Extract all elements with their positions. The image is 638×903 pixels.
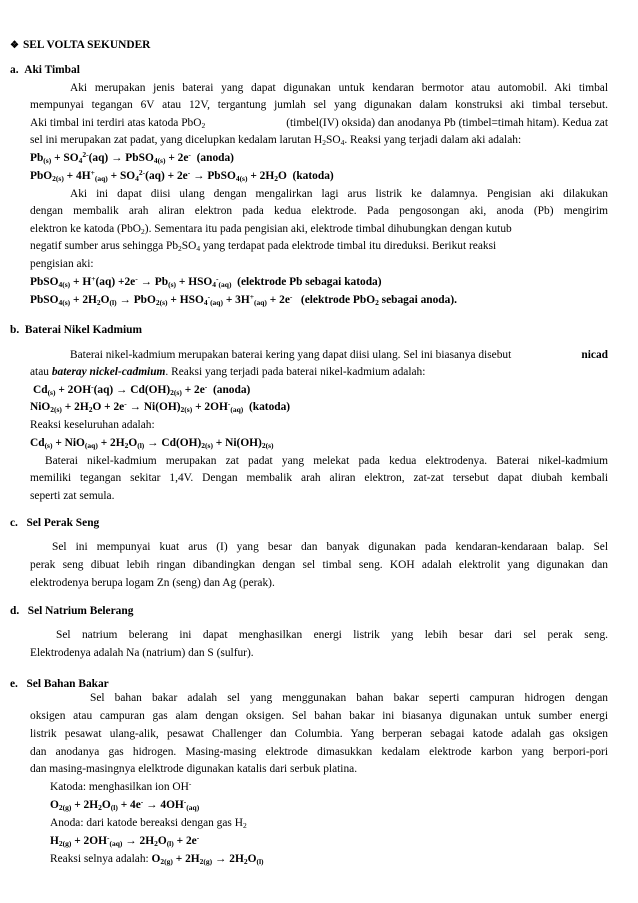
- section-c-heading: c. Sel Perak Seng: [10, 517, 100, 529]
- fuel-cell-anode-label: Anoda: dari katode bereaksi dengan gas $H_2$: [50, 817, 247, 830]
- section-b-p2-line: seperti zat semula.: [30, 490, 115, 502]
- reaction-nicad-overall: $Cd_{(s)} + NiO_{(aq)} + 2H_2O_{(l)} \to Cd(OH)_{2(s)} + Ni(OH)_{2(s)}$: [30, 437, 274, 450]
- section-a-heading: a. Aki Timbal: [10, 64, 80, 76]
- section-b-overall-label: Reaksi keseluruhan adalah:: [30, 419, 155, 431]
- reaction-nicad-cathode: $NiO_{2(s)} + 2H_2O + 2e^- \to Ni(OH)_{2(s)} + 2OH^-_{(aq)}$ (katoda): [30, 399, 291, 414]
- section-a-p1-line: sel ini merupakan zat padat, yang dicelupkan kedalam larutan $H_2SO_4$. Reaksi yang terjadi dalam aki adalah:: [30, 134, 522, 147]
- section-a-p1-line: mempunyai tegangan 6V atau 12V, tergantung jumlah sel yang digunakan dalam konstruksi aki timbal tersebut.: [30, 99, 608, 111]
- fuel-cell-cathode-label: Katoda: menghasilkan ion OH-: [50, 779, 192, 793]
- section-d-p1-line: Elektrodenya adalah Na (natrium) dan S (sulfur).: [30, 647, 254, 659]
- section-b-heading: b. Baterai Nikel Kadmium: [10, 324, 142, 336]
- section-d-heading: d. Sel Natrium Belerang: [10, 605, 134, 617]
- reaction-aki-charge-1: PbSO$_{4(s)}$ + $H^+(aq) +2e^- \to Pb_{(s)} + HSO_4^-_{(aq)}$ (elektrode Pb sebagai katoda): [30, 274, 382, 289]
- section-e-p1-line: oksigen atau campuran gas alam dengan oksigen. Sel bahan bakar ini biasanya digunakan untuk sumber energi: [30, 710, 608, 722]
- section-a-p1-line: Aki merupakan jenis baterai yang dapat digunakan untuk kendaran bermotor atau automobil. Aki timbal: [70, 82, 608, 94]
- reaction-fuel-anode: $H_{2(g)} + 2OH^-_{(aq)} \to 2H_2O_{(l)} + 2e^-$: [50, 833, 200, 848]
- section-b-p1-line: atau bateray nickel-cadmium. Reaksi yang terjadi pada baterai nikel-kadmium adalah:: [30, 366, 426, 378]
- reaction-fuel-cathode: $O_{2(g)} + 2H_2O_{(l)} + 4e^- \to 4OH^-_{(aq)}$: [50, 797, 200, 812]
- reaction-aki-anode: $Pb_{(s)} + SO_4^{2-}(aq)$ → PbSO$_{4(s)}$ + 2e- (anoda): [30, 150, 234, 165]
- section-d-p1-line: Sel natrium belerang ini dapat menghasilkan energi listrik yang lebih besar dari sel perak seng.: [56, 629, 608, 641]
- section-a-p1-line: Aki timbal ini terdiri atas katoda PbO$_2$ (timbel(IV) oksida) dan anodanya Pb (timbel=timah hitam). Kedua zat: [30, 117, 608, 130]
- section-e-p1-line: dan masing-masingnya elelktrode digunakan katalis dari serbuk platina.: [30, 763, 358, 775]
- section-b-p1-line: Baterai nikel-kadmium merupakan baterai kering yang dapat diisi ulang. Sel ini biasanya disebut nicad: [70, 349, 608, 361]
- section-b-p2-line: Baterai nikel-kadmium merupakan zat padat yang melekat pada kedua elektrodenya. Baterai nikel-kadmium: [45, 455, 608, 467]
- reaction-nicad-anode: $Cd_{(s)} + 2OH^-(aq) \to Cd(OH)_{2(s)} + 2e^-$ (anoda): [33, 382, 251, 397]
- reaction-fuel-overall: Reaksi selnya adalah: $O_{2(g)} + 2H_{2(g)} \to 2H_2O_{(l)}$: [50, 853, 264, 866]
- diamond-bullet-icon: ❖: [10, 40, 19, 51]
- reaction-aki-cathode: $PbO_{2(s)} + 4H^+_{(aq)} + SO_4^{2-}(aq) + 2e^-$ → PbSO$_{4(s)}$ + $2H_2O$ (katoda): [30, 168, 334, 183]
- reaction-aki-charge-2: PbSO$_{4(s)}$ + $2H_2O_{(l)} \to PbO_{2(s)} + HSO_4^-_{(aq)} + 3H^+_{(aq)} + 2e^-$ (elektrode PbO$_2$ sebagai anoda).: [30, 292, 457, 307]
- main-title: ❖ SEL VOLTA SEKUNDER: [10, 39, 151, 51]
- section-e-heading: e. Sel Bahan Bakar: [10, 678, 109, 690]
- section-a-p2-line: pengisian aki:: [30, 258, 94, 270]
- section-a-p2-line: Aki ini dapat diisi ulang dengan mengalirkan lagi arus listrik ke dalamnya. Pengisian aki dilakukan: [70, 188, 608, 200]
- section-a-p2-line: negatif sumber arus sehingga $Pb_2SO_4$ yang terdapat pada elektrode timbal itu direduksi. Berikut reaksi: [30, 240, 497, 253]
- section-a-p2-line: dengan membalik arah aliran elektron pada kedua elektrode. Pada pengosongan aki, anoda (Pb) mengirim: [30, 205, 608, 217]
- section-c-p1-line: elektrodenya berupa logam Zn (seng) dan Ag (perak).: [30, 577, 275, 589]
- section-c-p1-line: Sel ini mempunyai kuat arus (I) yang besar dan banyak digunakan pada kendaran-kendaraan balap. Sel: [52, 541, 608, 553]
- section-e-p1-line: Sel bahan bakar adalah sel yang menggunakan bahan bakar seperti campuran hidrogen dengan: [90, 692, 608, 704]
- section-b-p2-line: memiliki tegangan sekitar 1,4V. Dengan membalik arah aliran elektron, zat-zat tersebut dapat diubah kembali: [30, 472, 608, 484]
- section-e-p1-line: listrik pesawat ulang-alik, pesawat Challenger dan Columbia. Yang berperan sebagai katode adalah gas oksigen: [30, 728, 608, 740]
- section-e-p1-line: dan anodanya gas hidrogen. Masing-masing elektrode dimasukkan kedalam elektrode karbon yang berpori-pori: [30, 746, 608, 758]
- section-c-p1-line: perak seng dibuat lebih ringan dibandingkan dengan sel timbal seng. KOH adalah elektrolit yang digunakan dan: [30, 559, 608, 571]
- section-a-p2-line: elektron ke katoda (PbO$_2$). Sementara itu pada pengisian aki, elektrode timbal dihubungkan dengan kutub: [30, 223, 512, 236]
